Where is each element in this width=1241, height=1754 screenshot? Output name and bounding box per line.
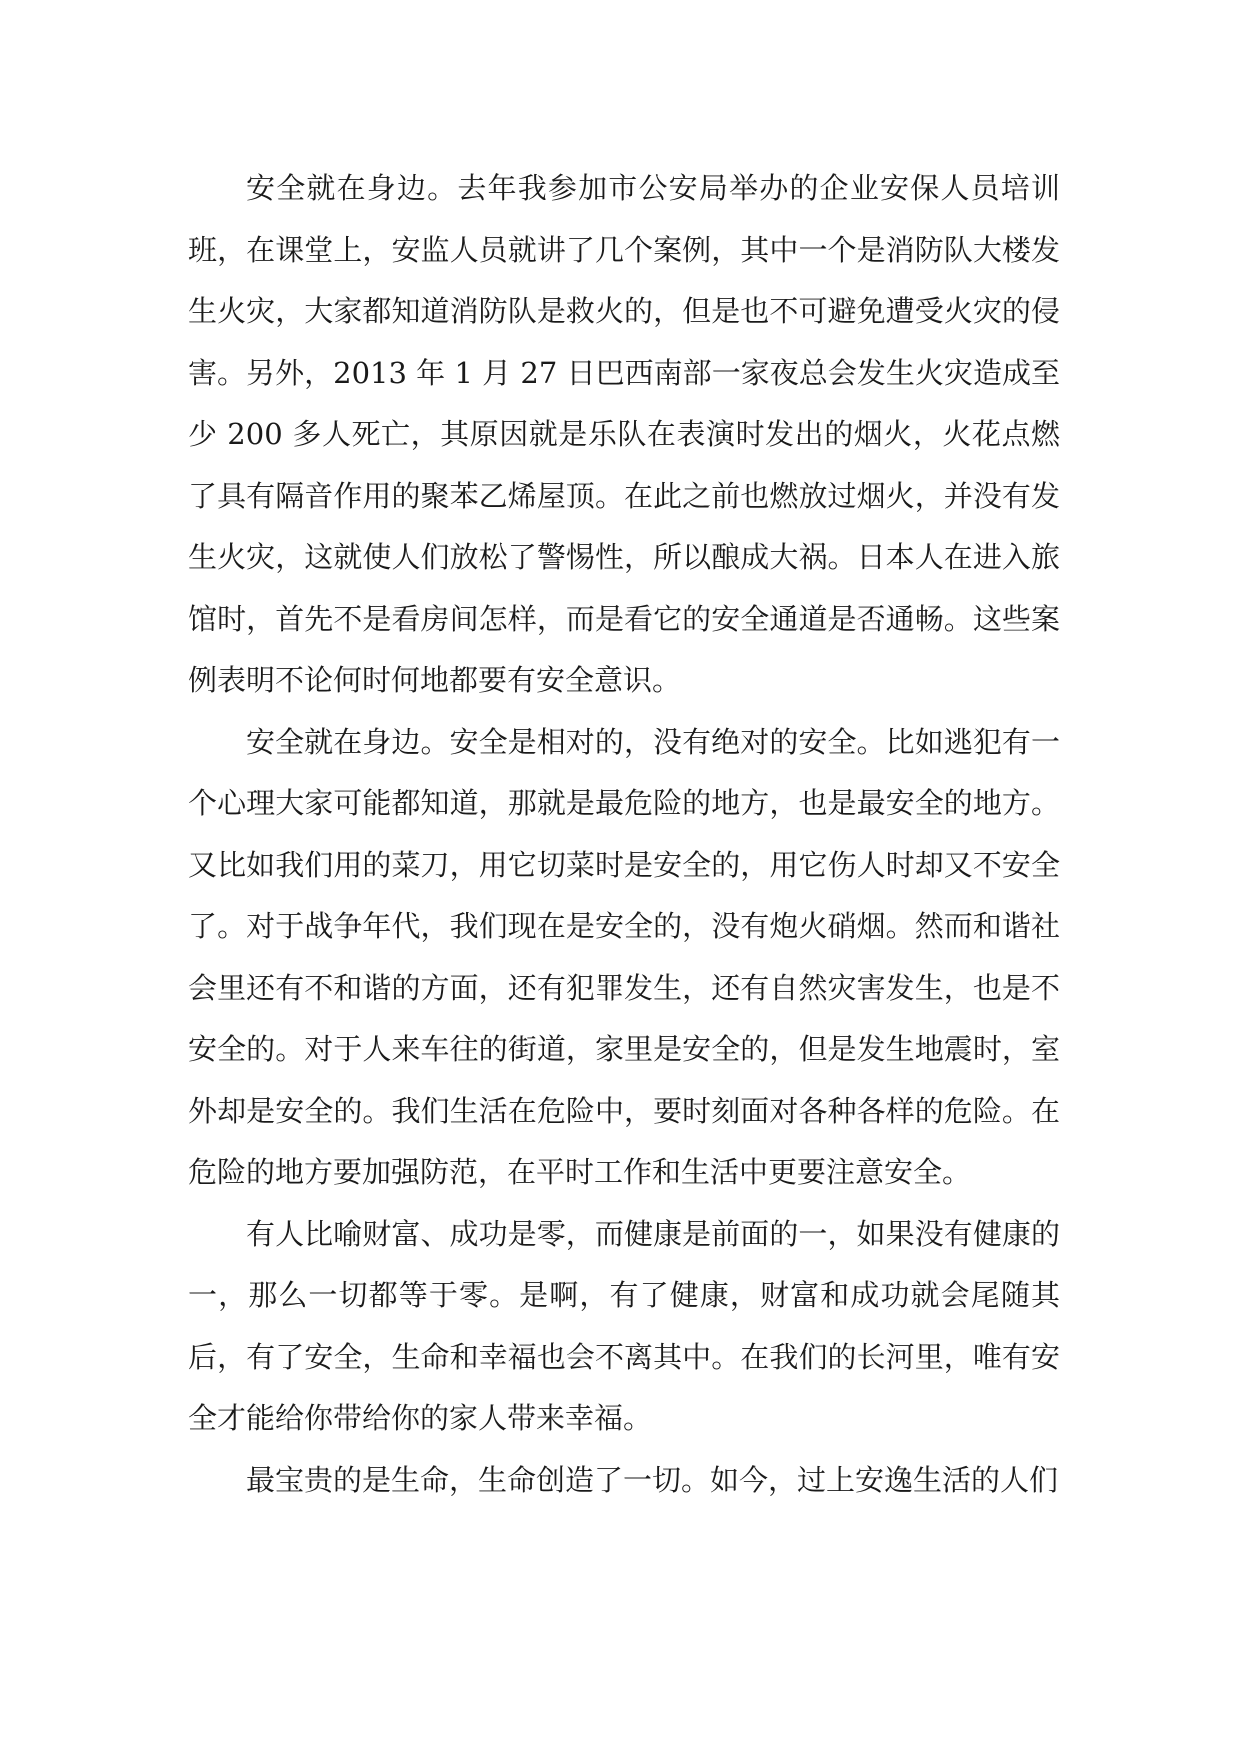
paragraph-3: 有人比喻财富、成功是零，而健康是前面的一，如果没有健康的一，那么一切都等于零。是啊，有了健康，财富和成功就会尾随其后，有了安全，生命和幸福也会不离其中。在我们的长河里，唯有安全才能给你带给你的家人带来幸福。 <box>188 1216 1060 1435</box>
document-body <box>188 158 1060 1511</box>
paragraph-1: 安全就在身边。去年我参加市公安局举办的企业安保人员培训班，在课堂上，安监人员就讲了几个案例，其中一个是消防队大楼发生火灾，大家都知道消防队是救火的，但是也不可避免遭受火灾的侵害。另外，2013 年 1 月 27 日巴西南部一家夜总会发生火灾造成至少 200 多人死亡，其原因就是乐队在表演时发出的烟火，火花点燃了具有隔音作用的聚苯乙烯屋顶。在此之前也燃放过烟火，并没有发生火灾，这就使人们放松了警惕性，所以酿成大祸。日本人在进入旅馆时，首先不是看房间怎样，而是看它的安全通道是否通畅。这些案例表明不论何时何地都要有安全意识。 <box>188 171 1060 697</box>
paragraph-4: 最宝贵的是生命，生命创造了一切。如今，过上安逸生活的人们 <box>246 1462 1059 1497</box>
paragraph-2: 安全就在身边。安全是相对的，没有绝对的安全。比如逃犯有一个心理大家可能都知道，那就是最危险的地方，也是最安全的地方。又比如我们用的菜刀，用它切菜时是安全的，用它伤人时却又不安全了。对于战争年代，我们现在是安全的，没有炮火硝烟。然而和谐社会里还有不和谐的方面，还有犯罪发生，还有自然灾害发生，也是不安全的。对于人来车往的街道，家里是安全的，但是发生地震时，室外却是安全的。我们生活在危险中，要时刻面对各种各样的危险。在危险的地方要加强防范，在平时工作和生活中更要注意安全。 <box>188 724 1060 1189</box>
